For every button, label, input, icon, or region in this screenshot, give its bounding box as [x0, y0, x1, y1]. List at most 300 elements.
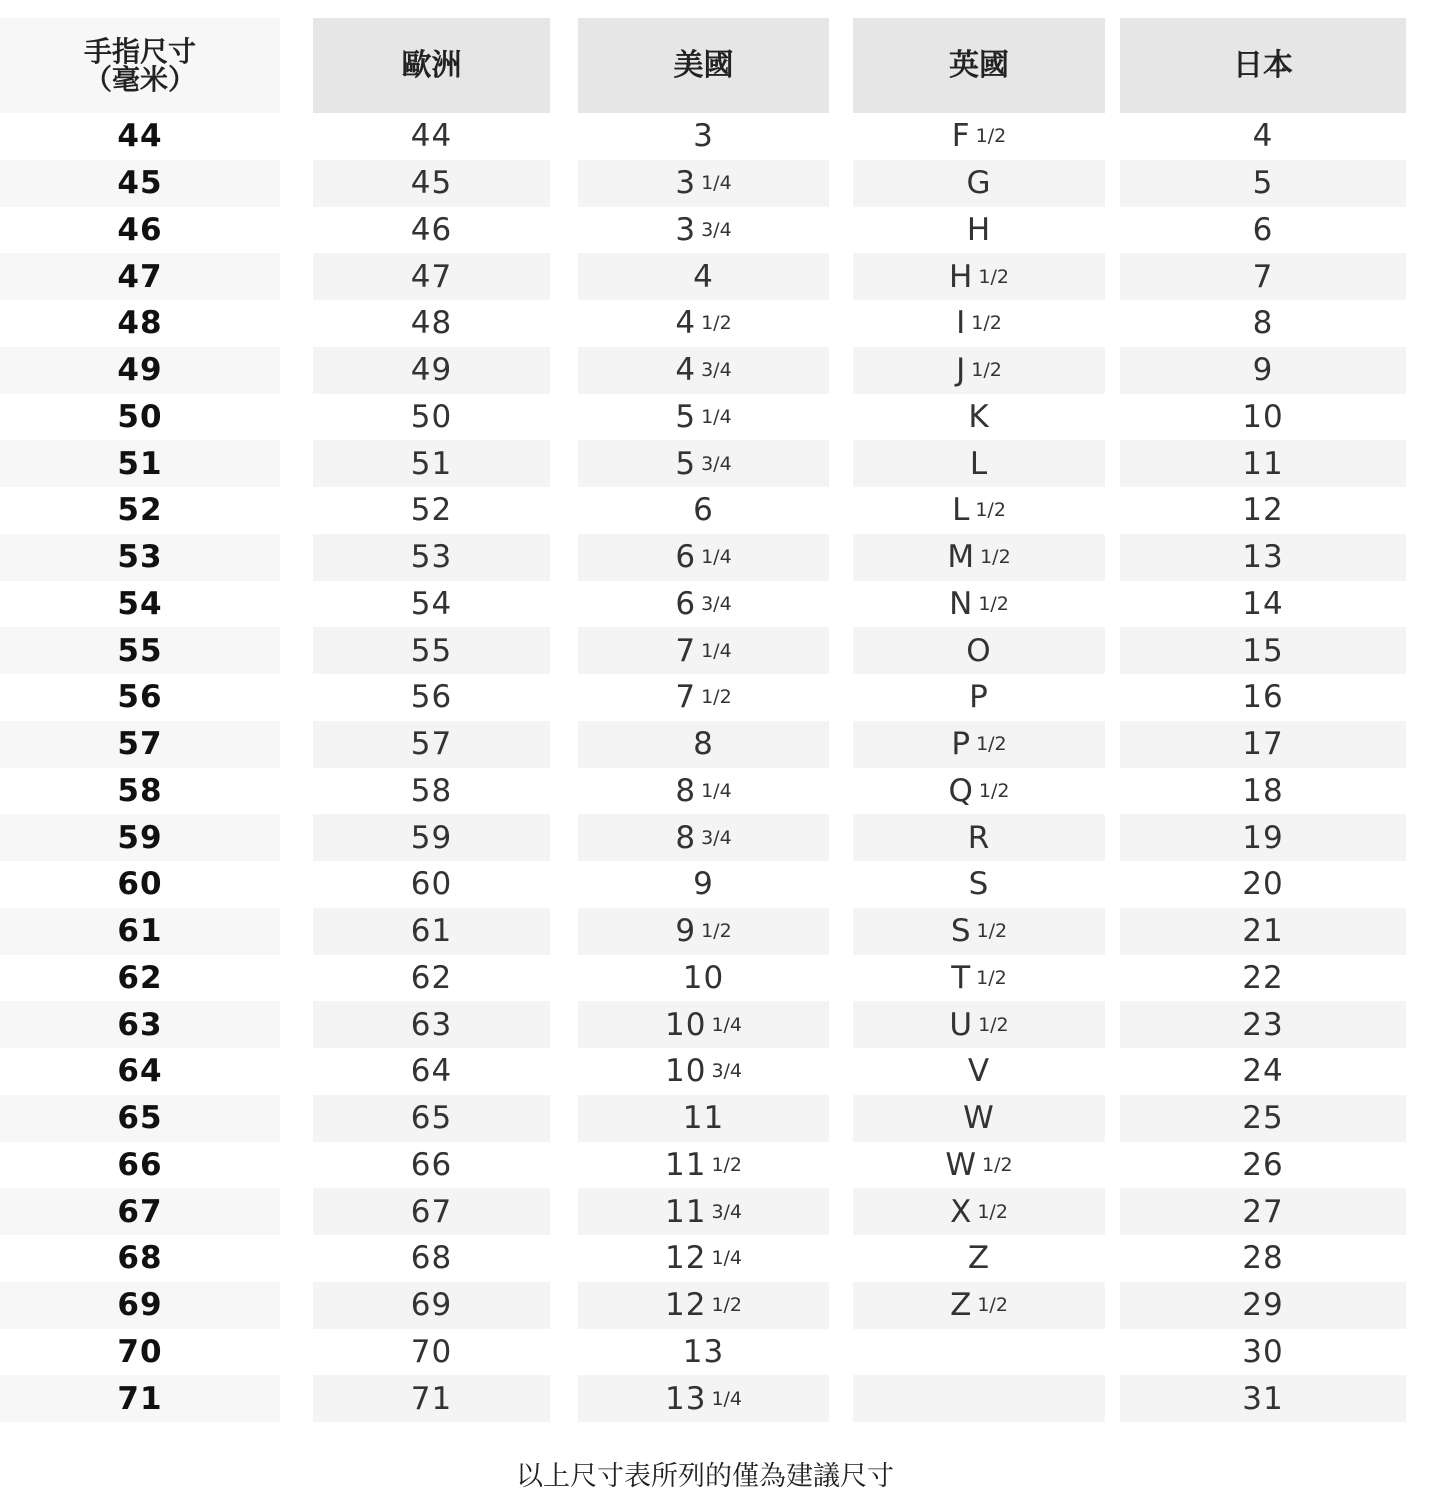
cell-value: 49 [117, 352, 163, 389]
cell-value: M [947, 539, 976, 576]
table-cell-us [578, 394, 829, 441]
table-cell-jp [1120, 440, 1406, 487]
table-cell-us [578, 1282, 829, 1329]
table-cell-uk [853, 1282, 1105, 1329]
table-cell-mm [0, 487, 280, 534]
cell-value: X [950, 1193, 973, 1230]
cell-value: 66 [117, 1146, 163, 1183]
column-europe [313, 18, 550, 1422]
table-cell-uk [853, 1095, 1105, 1142]
cell-value: 5 [675, 445, 697, 482]
cell-value: 54 [117, 585, 163, 622]
cell-value: 10 [664, 1006, 707, 1043]
cell-value: 22 [1242, 959, 1284, 996]
cell-value: 8 [675, 819, 697, 856]
cell-value: 12 [664, 1287, 707, 1324]
table-cell-jp [1120, 347, 1406, 394]
cell-value: 27 [1242, 1193, 1284, 1230]
table-cell-mm [0, 1329, 280, 1376]
table-cell-us [578, 955, 829, 1002]
table-cell-us [578, 300, 829, 347]
cell-value: 10 [1242, 398, 1284, 435]
cell-value: 8 [1252, 305, 1274, 342]
table-cell-jp [1120, 955, 1406, 1002]
cell-value: 58 [410, 772, 453, 809]
cell-fraction: 1/2 [701, 920, 732, 943]
table-cell-us [578, 1188, 829, 1235]
table-cell-eu [313, 1329, 550, 1376]
cell-value: S [950, 913, 972, 950]
table-cell-us [578, 674, 829, 721]
cell-value: 3 [693, 118, 714, 155]
header-usa: 美國 [578, 18, 829, 113]
cell-value: 62 [117, 959, 163, 996]
table-cell-eu [313, 721, 550, 768]
table-cell-jp [1120, 908, 1406, 955]
cell-value: 12 [664, 1240, 707, 1277]
table-cell-eu [313, 207, 550, 254]
table-cell-mm [0, 768, 280, 815]
header-finger-size-line1: 手指尺寸 [83, 34, 196, 68]
table-cell-mm [0, 534, 280, 581]
table-cell-us [578, 1142, 829, 1189]
table-cell-jp [1120, 1142, 1406, 1189]
cell-value: 71 [410, 1380, 453, 1417]
cell-value: 23 [1242, 1006, 1284, 1043]
table-cell-us [578, 347, 829, 394]
cell-value: 50 [117, 398, 163, 435]
table-cell-uk [853, 300, 1105, 347]
cell-value: P [951, 726, 972, 763]
cell-fraction: 1/2 [978, 265, 1009, 288]
cell-value: 17 [1242, 726, 1284, 763]
cell-value: H [949, 258, 974, 295]
cell-value: 9 [1252, 352, 1274, 389]
cell-value: 7 [1252, 258, 1274, 295]
table-cell-jp [1120, 814, 1406, 861]
table-cell-us [578, 1375, 829, 1422]
cell-value: 62 [410, 959, 453, 996]
cell-value: 57 [117, 726, 163, 763]
cell-value: 6 [693, 492, 714, 529]
table-cell-mm [0, 581, 280, 628]
header-finger-size [0, 18, 280, 113]
table-cell-us [578, 253, 829, 300]
cell-value: 51 [117, 445, 163, 482]
table-cell-us [578, 1095, 829, 1142]
table-cell-jp [1120, 581, 1406, 628]
table-cell-mm [0, 861, 280, 908]
table-cell-mm [0, 347, 280, 394]
cell-value: V [967, 1053, 991, 1090]
cell-value: 6 [1252, 211, 1274, 248]
cell-value: 50 [410, 398, 453, 435]
cell-value: 16 [1242, 679, 1284, 716]
cell-value: 28 [1242, 1240, 1284, 1277]
column-japan [1120, 18, 1406, 1422]
table-cell-mm [0, 721, 280, 768]
cell-value: 18 [1242, 772, 1284, 809]
cell-value: 69 [410, 1287, 453, 1324]
cell-value: K [968, 398, 990, 435]
table-cell-uk [853, 347, 1105, 394]
cell-value: 7 [675, 632, 697, 669]
table-cell-eu [313, 1142, 550, 1189]
table-cell-eu [313, 1001, 550, 1048]
table-cell-mm [0, 300, 280, 347]
cell-value: 30 [1242, 1333, 1284, 1370]
cell-fraction: 1/4 [701, 779, 732, 802]
table-cell-eu [313, 300, 550, 347]
header-uk: 英國 [853, 18, 1105, 113]
cell-value: 6 [675, 585, 697, 622]
table-cell-jp [1120, 674, 1406, 721]
table-cell-mm [0, 1235, 280, 1282]
table-cell-mm [0, 160, 280, 207]
cell-value: 56 [410, 679, 453, 716]
cell-value: S [968, 866, 990, 903]
table-cell-us [578, 534, 829, 581]
cell-fraction: 1/2 [701, 686, 732, 709]
table-cell-uk [853, 581, 1105, 628]
table-cell-mm [0, 207, 280, 254]
cell-value: 51 [410, 445, 453, 482]
table-cell-eu [313, 814, 550, 861]
cell-fraction: 3/4 [701, 218, 732, 241]
cell-value: T [951, 959, 972, 996]
cell-value: 15 [1242, 632, 1284, 669]
table-cell-jp [1120, 627, 1406, 674]
cell-value: 54 [410, 585, 453, 622]
cell-value: J [956, 352, 967, 389]
cell-value: 4 [675, 305, 697, 342]
cell-fraction: 1/2 [982, 1153, 1013, 1176]
cell-value: 4 [1252, 118, 1274, 155]
cell-value: 53 [117, 539, 163, 576]
table-cell-eu [313, 581, 550, 628]
cell-value: 13 [682, 1333, 725, 1370]
cell-value: 63 [117, 1006, 163, 1043]
table-cell-us [578, 721, 829, 768]
cell-value: 11 [664, 1146, 707, 1183]
cell-value: O [966, 632, 992, 669]
table-cell-mm [0, 394, 280, 441]
cell-value: U [949, 1006, 974, 1043]
header-japan: 日本 [1120, 18, 1406, 113]
cell-value: 55 [117, 632, 163, 669]
cell-value: Z [967, 1240, 991, 1277]
table-cell-us [578, 113, 829, 160]
cell-value: 44 [117, 118, 163, 155]
table-cell-us [578, 440, 829, 487]
cell-value: 58 [117, 772, 163, 809]
table-cell-eu [313, 955, 550, 1002]
table-cell-us [578, 581, 829, 628]
cell-value: 53 [410, 539, 453, 576]
cell-value: 59 [410, 819, 453, 856]
table-cell-jp [1120, 394, 1406, 441]
table-cell-jp [1120, 487, 1406, 534]
cell-value: 11 [682, 1100, 725, 1137]
cell-value: 11 [664, 1193, 707, 1230]
cell-value: 25 [1242, 1100, 1284, 1137]
cell-value: W [945, 1146, 978, 1183]
cell-value: R [967, 819, 991, 856]
table-cell-mm [0, 814, 280, 861]
table-cell-jp [1120, 160, 1406, 207]
table-cell-jp [1120, 768, 1406, 815]
table-cell-eu [313, 1282, 550, 1329]
table-cell-us [578, 627, 829, 674]
cell-fraction: 1/2 [976, 966, 1007, 989]
cell-fraction: 1/2 [978, 592, 1009, 615]
table-cell-mm [0, 627, 280, 674]
cell-value: 55 [410, 632, 453, 669]
table-cell-uk [853, 1001, 1105, 1048]
cell-value: 10 [664, 1053, 707, 1090]
table-cell-eu [313, 253, 550, 300]
table-cell-uk [853, 768, 1105, 815]
cell-value: Q [948, 772, 974, 809]
cell-value: P [969, 679, 989, 716]
table-cell-jp [1120, 534, 1406, 581]
cell-value: 56 [117, 679, 163, 716]
table-cell-uk [853, 394, 1105, 441]
cell-value: 47 [410, 258, 453, 295]
cell-value: 68 [410, 1240, 453, 1277]
cell-value: 65 [410, 1100, 453, 1137]
table-cell-mm [0, 955, 280, 1002]
cell-value: N [949, 585, 974, 622]
cell-fraction: 1/2 [976, 733, 1007, 756]
cell-value: 61 [117, 913, 163, 950]
table-cell-uk [853, 160, 1105, 207]
cell-fraction: 1/4 [711, 1247, 743, 1270]
cell-value: 3 [675, 165, 697, 202]
table-cell-eu [313, 487, 550, 534]
table-cell-uk [853, 1048, 1105, 1095]
table-cell-jp [1120, 113, 1406, 160]
table-cell-jp [1120, 207, 1406, 254]
table-cell-jp [1120, 1095, 1406, 1142]
cell-fraction: 3/4 [701, 452, 732, 475]
cell-value: 13 [664, 1380, 707, 1417]
cell-value: 63 [410, 1006, 453, 1043]
table-cell-eu [313, 768, 550, 815]
table-cell-jp [1120, 1235, 1406, 1282]
cell-fraction: 3/4 [711, 1200, 743, 1223]
cell-value: 47 [117, 258, 163, 295]
cell-fraction: 1/2 [978, 1013, 1009, 1036]
cell-value: F [951, 118, 971, 155]
cell-value: 60 [117, 866, 163, 903]
table-cell-uk [853, 1375, 1105, 1422]
cell-value: 71 [117, 1380, 163, 1417]
table-cell-eu [313, 674, 550, 721]
cell-value: 45 [410, 165, 453, 202]
table-cell-uk [853, 113, 1105, 160]
table-cell-eu [313, 394, 550, 441]
cell-fraction: 1/2 [711, 1153, 743, 1176]
table-cell-uk [853, 207, 1105, 254]
cell-value: 61 [410, 913, 453, 950]
table-cell-uk [853, 440, 1105, 487]
cell-value: Z [950, 1287, 973, 1324]
header-europe: 歐洲 [313, 18, 550, 113]
cell-value: 21 [1242, 913, 1284, 950]
table-cell-mm [0, 1188, 280, 1235]
table-cell-jp [1120, 861, 1406, 908]
table-cell-eu [313, 861, 550, 908]
cell-value: 46 [117, 211, 163, 248]
table-cell-mm [0, 1001, 280, 1048]
table-cell-uk [853, 1329, 1105, 1376]
cell-value: 4 [675, 352, 697, 389]
table-cell-mm [0, 1048, 280, 1095]
cell-value: 8 [693, 726, 714, 763]
cell-value: 5 [1252, 165, 1274, 202]
cell-value: 70 [410, 1333, 453, 1370]
cell-value: 8 [675, 772, 697, 809]
table-cell-mm [0, 1375, 280, 1422]
cell-value: 9 [693, 866, 714, 903]
table-cell-jp [1120, 1329, 1406, 1376]
cell-value: 70 [117, 1333, 163, 1370]
table-cell-jp [1120, 1188, 1406, 1235]
table-cell-eu [313, 160, 550, 207]
cell-value: 24 [1242, 1053, 1284, 1090]
cell-value: 67 [117, 1193, 163, 1230]
cell-value: 11 [1242, 445, 1284, 482]
table-cell-us [578, 908, 829, 955]
cell-value: 13 [1242, 539, 1284, 576]
table-cell-eu [313, 534, 550, 581]
cell-fraction: 1/4 [701, 639, 732, 662]
table-cell-jp [1120, 1375, 1406, 1422]
table-cell-mm [0, 113, 280, 160]
table-cell-mm [0, 253, 280, 300]
table-cell-eu [313, 440, 550, 487]
table-cell-eu [313, 627, 550, 674]
cell-fraction: 1/4 [701, 405, 732, 428]
table-cell-eu [313, 1235, 550, 1282]
table-cell-uk [853, 908, 1105, 955]
table-cell-eu [313, 1048, 550, 1095]
cell-value: 57 [410, 726, 453, 763]
cell-fraction: 1/2 [977, 1200, 1008, 1223]
cell-value: 45 [117, 165, 163, 202]
cell-value: 9 [675, 913, 697, 950]
column-uk [853, 18, 1105, 1422]
cell-value: 10 [682, 959, 725, 996]
cell-fraction: 1/2 [971, 312, 1002, 335]
cell-fraction: 3/4 [701, 359, 732, 382]
cell-value: 3 [675, 211, 697, 248]
cell-value: 14 [1242, 585, 1284, 622]
cell-fraction: 1/2 [975, 125, 1007, 148]
cell-fraction: 1/2 [975, 499, 1006, 522]
cell-fraction: 3/4 [701, 592, 732, 615]
cell-value: H [966, 211, 992, 248]
table-cell-jp [1120, 300, 1406, 347]
table-cell-mm [0, 1142, 280, 1189]
table-cell-us [578, 487, 829, 534]
cell-value: L [952, 492, 971, 529]
cell-fraction: 1/4 [701, 172, 732, 195]
cell-value: 44 [410, 118, 453, 155]
table-cell-mm [0, 908, 280, 955]
cell-value: G [966, 165, 992, 202]
cell-value: 19 [1242, 819, 1284, 856]
cell-value: W [963, 1100, 995, 1137]
table-cell-jp [1120, 253, 1406, 300]
column-finger-size [0, 18, 280, 1422]
table-cell-us [578, 1329, 829, 1376]
cell-fraction: 1/2 [701, 312, 732, 335]
table-cell-jp [1120, 1001, 1406, 1048]
table-cell-mm [0, 1095, 280, 1142]
cell-value: 48 [410, 305, 453, 342]
cell-value: 64 [410, 1053, 453, 1090]
table-cell-us [578, 1235, 829, 1282]
cell-value: 6 [675, 539, 697, 576]
cell-value: 31 [1242, 1380, 1284, 1417]
cell-value: 52 [410, 492, 453, 529]
cell-fraction: 3/4 [701, 826, 732, 849]
cell-fraction: 1/4 [711, 1387, 743, 1410]
cell-value: I [956, 305, 967, 342]
table-cell-jp [1120, 721, 1406, 768]
table-cell-eu [313, 1095, 550, 1142]
cell-value: 69 [117, 1287, 163, 1324]
table-cell-eu [313, 1375, 550, 1422]
cell-value: L [969, 445, 989, 482]
cell-value: 65 [117, 1100, 163, 1137]
cell-value: 7 [675, 679, 697, 716]
table-cell-uk [853, 1235, 1105, 1282]
cell-value: 20 [1242, 866, 1284, 903]
cell-value: 12 [1242, 492, 1284, 529]
cell-fraction: 1/4 [701, 546, 732, 569]
cell-fraction: 1/2 [976, 920, 1008, 943]
cell-value: 67 [410, 1193, 453, 1230]
table-cell-uk [853, 1142, 1105, 1189]
column-usa [578, 18, 829, 1422]
cell-value: 52 [117, 492, 163, 529]
table-cell-uk [853, 627, 1105, 674]
table-cell-mm [0, 440, 280, 487]
header-finger-size-line2: （毫米） [83, 62, 196, 96]
table-cell-uk [853, 1188, 1105, 1235]
cell-value: 59 [117, 819, 163, 856]
cell-value: 4 [693, 258, 714, 295]
footer-note: 以上尺寸表所列的僅為建議尺寸 [516, 1461, 894, 1492]
table-cell-us [578, 1001, 829, 1048]
table-cell-uk [853, 861, 1105, 908]
table-cell-jp [1120, 1048, 1406, 1095]
cell-value: 5 [675, 398, 697, 435]
table-cell-eu [313, 347, 550, 394]
table-cell-us [578, 768, 829, 815]
table-cell-mm [0, 674, 280, 721]
table-cell-uk [853, 253, 1105, 300]
table-cell-eu [313, 908, 550, 955]
cell-value: 48 [117, 305, 163, 342]
cell-value: 66 [410, 1146, 453, 1183]
cell-fraction: 1/2 [977, 1294, 1008, 1317]
cell-value: 46 [410, 211, 453, 248]
cell-value: 49 [410, 352, 453, 389]
